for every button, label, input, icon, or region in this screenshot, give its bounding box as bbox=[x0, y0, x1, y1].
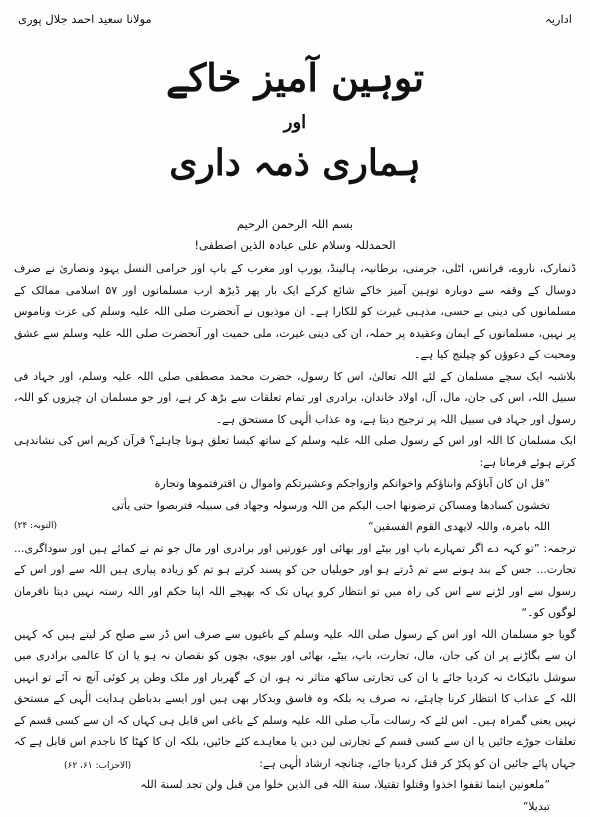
article-body bbox=[14, 258, 576, 817]
paragraph: بلاشبہ ایک سچے مسلمان کے لئے اللہ تعالیٰ، اس کا رسول، حضرت محمد مصطفی صلی اللہ علیہ وسلم، اور جہاد فی سبیل اللہ، اس کی جان، مال، آل، اولاد خاندان، برادری اور تمام تعلقات سے بڑھ کر ہے، اور جو مسلمان ان چیزوں کو اللہ، رسول اور جہاد فی سبیل اللہ پر ترجیح دیتا ہے، وہ عذاب الٰہی کا مستحق ہے۔ bbox=[14, 366, 576, 431]
title-line-3: ہماری ذمہ داری bbox=[0, 142, 590, 184]
quran-quote-line bbox=[14, 516, 576, 538]
quran-quote-text: اللہ بامرہ، واللہ لایھدی القوم الفسقین“ bbox=[368, 520, 550, 533]
author-name: مولانا سعید احمد جلال پوری bbox=[18, 12, 152, 26]
quote-reference: (التوبہ: ۲۴) bbox=[14, 516, 57, 538]
bismillah: بسم اللہ الرحمن الرحیم bbox=[0, 217, 590, 231]
paragraph: ڈنمارک، ناروے، فرانس، اٹلی، جرمنی، برطانیہ، ہالینڈ، یورپ اور مغرب کے باپ اور حرامی النسل یہود ونصاریٰ نے صرف دوسال کے وقفہ سے دوبارہ توہین آمیز خاکے شائع کرکے ایک بار پھر ڈیڑھ ارب مسلمانوں اور ۵۷ اسلامی ممالک کے مسلمانوں کی دینی بے حسی، مذہبی غیرت کو للکارا ہے۔ ان موذیوں نے آنحضرت صلی اللہ علیہ وسلم کی عزت وناموس پر نہیں، مسلمانوں کے ایمان وعقیدہ پر حملہ، ان کی دینی غیرت، ملی حمیت اور آنحضرت صلی اللہ علیہ وسلم سے عشق ومحبت کے دعوؤں کو چیلنج کیا ہے۔ bbox=[14, 258, 576, 366]
quote-reference: (الاحزاب: ۶۱، ۶۲) bbox=[64, 761, 131, 771]
title-line-1: توہین آمیز خاکے bbox=[0, 55, 590, 100]
title-line-2: اور bbox=[0, 112, 590, 133]
section-label: اداریہ bbox=[545, 12, 572, 26]
quran-quote-line: ”ملعونین اینما ثقفوا اخذوا وقتلوا تقتیلا، سنة اللہ فی الذین خلوا من قبل ولن تجد لسنة اللہ bbox=[14, 774, 576, 796]
quran-quote-line bbox=[14, 796, 576, 817]
hamd-line: الحمدللہ وسلام علی عبادہ الذین اصطفی! bbox=[0, 238, 590, 252]
translation-paragraph: ترجمہ: ”تو کہہ دے اگر تمہارے باپ اور بیٹے اور بھائی اور عورتیں اور برادری اور مال جو تم نے کمائے ہیں اور سوداگری... تجارت... جس کے بند ہونے سے تم ڈرتے ہو اور حویلیاں جن کو پسند کرتے ہو تم کو زیادہ پیاری ہیں اللہ سے اور اس کے رسول سے اور لڑنے سے اس کی راہ میں تو انتظار کرو یہاں تک کہ بھیجے اللہ اپنا حکم اور اللہ رستہ نہیں دیتا نافرمان لوگوں کو۔“ bbox=[14, 538, 576, 624]
paragraph: گویا جو مسلمان اللہ اور اس کے رسول صلی اللہ علیہ وسلم کے باغیوں سے صرف اس ڈر سے صلح کر لیتے ہیں کہ کہیں ان سے بگاڑنے پر ان کی جان، مال، تجارت، باپ، بیٹے، بھائی اور بیوی، بچوں کو نقصان نہ ہو یا ان کا عالمی برادری میں سوشل بائیکاٹ نہ کردیا جائے یا ان کی تجارتی ساکھ متاثر نہ ہو، ان کے گھربار اور ملک وطن پر کوئی آنچ نہ آئے تو انہیں اللہ کے عذاب کا انتظار کرنا چاہئے، نہ صرف یہ بلکہ وہ فاسق وبدکار بھی ہیں اور ایسے بدباطن ہدایت الٰہی کے مستحق نہیں یعنی گمراہ ہیں۔ اس لئے کہ رسالت مآب صلی اللہ علیہ وسلم کے باغی اس قابل ہی کہاں کہ ان سے کسی قسم کے تعلقات جوڑے جائیں یا ان سے کسی قسم کے تجارتی لین دین یا معاہدے کئے جائیں، بلکہ ان کا کھٹا کا ناجدم اس قابل ہے کہ جہاں پائے جائیں ان کو پکڑ کر قتل کردیا جائے، چنانچہ ارشاد الٰہی ہے: bbox=[14, 624, 576, 775]
quran-quote-text: تبدیلا“ bbox=[523, 800, 550, 813]
quran-quote-line: ”قل ان کان آباؤکم وابناؤکم واخوانکم وازواجکم وعشیرتکم واموال ن اقترفتموھا وتجارة bbox=[14, 473, 576, 495]
quran-quote-line: تخشون کسادھا ومساکن ترضونھا احب الیکم من اللہ ورسولہ وجھاد فی سبیلہ فتربصوا حتی یأتی bbox=[14, 495, 576, 517]
paragraph: ایک مسلمان کا اللہ اور اس کے رسول صلی اللہ علیہ وسلم کے ساتھ کیسا تعلق ہونا چاہئے؟ قرآن کریم اس کی نشاندہی کرتے ہوئے فرماتا ہے: bbox=[14, 430, 576, 473]
